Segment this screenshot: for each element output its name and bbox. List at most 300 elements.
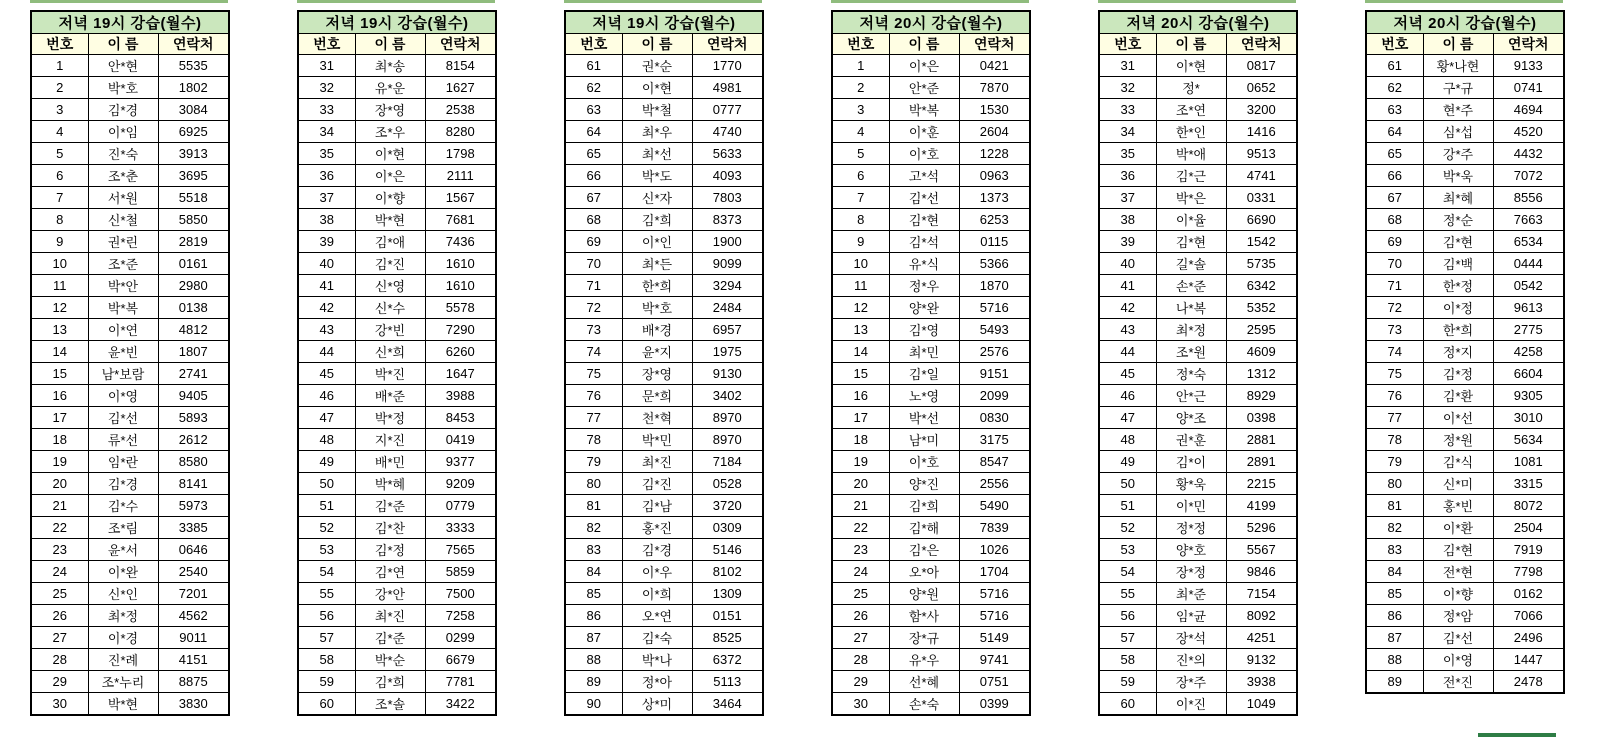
table-row	[1366, 231, 1564, 253]
table-row	[298, 473, 496, 495]
cell-name: 진*숙	[88, 143, 158, 165]
cell-name: 김*현	[889, 209, 959, 231]
cell-contact: 6253	[959, 209, 1030, 231]
cell-name: 손*준	[1156, 275, 1226, 297]
cell-contact: 0444	[1493, 253, 1564, 275]
cell-name: 박*욱	[1423, 165, 1493, 187]
cell-number: 89	[1366, 671, 1423, 693]
cell-number: 38	[1099, 209, 1156, 231]
cell-number: 61	[1366, 55, 1423, 77]
table-row	[565, 341, 763, 363]
cell-contact: 5973	[158, 495, 229, 517]
cell-number: 68	[1366, 209, 1423, 231]
cell-contact: 1900	[692, 231, 763, 253]
cell-name: 김*선	[889, 187, 959, 209]
cell-contact: 5716	[959, 583, 1030, 605]
top-strip	[831, 0, 1029, 3]
cell-number: 88	[1366, 649, 1423, 671]
table-row	[1099, 209, 1297, 231]
cell-number: 46	[1099, 385, 1156, 407]
column-header-contact: 연락처	[425, 34, 496, 55]
table-row	[298, 297, 496, 319]
table-row	[1366, 407, 1564, 429]
cell-contact: 5859	[425, 561, 496, 583]
cell-name: 신*수	[355, 297, 425, 319]
cell-number: 86	[565, 605, 622, 627]
table-row	[1099, 583, 1297, 605]
cell-name: 최*준	[1156, 583, 1226, 605]
top-strip	[1365, 0, 1563, 3]
cell-contact: 7154	[1226, 583, 1297, 605]
table-row	[1366, 55, 1564, 77]
cell-contact: 4093	[692, 165, 763, 187]
cell-name: 배*경	[622, 319, 692, 341]
column-header-name: 이 름	[88, 34, 158, 55]
cell-number: 38	[298, 209, 355, 231]
cell-contact: 7781	[425, 671, 496, 693]
table-row	[31, 627, 229, 649]
cell-number: 37	[1099, 187, 1156, 209]
cell-contact: 2595	[1226, 319, 1297, 341]
table-row	[1366, 429, 1564, 451]
cell-name: 최*정	[1156, 319, 1226, 341]
cell-name: 장*영	[622, 363, 692, 385]
cell-contact: 7803	[692, 187, 763, 209]
cell-number: 24	[31, 561, 88, 583]
table-title: 저녁 19시 강습(월수)	[298, 11, 496, 34]
cell-name: 조*준	[88, 253, 158, 275]
table-row	[1099, 649, 1297, 671]
cell-name: 김*현	[1156, 231, 1226, 253]
cell-contact: 4981	[692, 77, 763, 99]
table-row	[565, 407, 763, 429]
cell-number: 40	[1099, 253, 1156, 275]
cell-contact: 3464	[692, 693, 763, 715]
cell-name: 김*정	[1423, 363, 1493, 385]
cell-name: 신*인	[88, 583, 158, 605]
tables-container	[30, 0, 1563, 716]
cell-name: 조*림	[88, 517, 158, 539]
cell-name: 이*연	[88, 319, 158, 341]
cell-contact: 6372	[692, 649, 763, 671]
cell-contact: 0646	[158, 539, 229, 561]
cell-contact: 8929	[1226, 385, 1297, 407]
cell-number: 70	[1366, 253, 1423, 275]
cell-name: 김*연	[355, 561, 425, 583]
cell-contact: 6690	[1226, 209, 1297, 231]
table-row	[31, 275, 229, 297]
cell-name: 조*춘	[88, 165, 158, 187]
cell-contact: 0528	[692, 473, 763, 495]
cell-contact: 2540	[158, 561, 229, 583]
cell-name: 황*욱	[1156, 473, 1226, 495]
cell-number: 10	[31, 253, 88, 275]
cell-name: 최*민	[889, 341, 959, 363]
cell-number: 11	[832, 275, 889, 297]
cell-name: 진*의	[1156, 649, 1226, 671]
cell-number: 23	[832, 539, 889, 561]
cell-contact: 2215	[1226, 473, 1297, 495]
cell-number: 20	[832, 473, 889, 495]
table-row	[1366, 341, 1564, 363]
cell-contact: 0963	[959, 165, 1030, 187]
cell-contact: 1770	[692, 55, 763, 77]
cell-contact: 0419	[425, 429, 496, 451]
cell-name: 장*규	[889, 627, 959, 649]
cell-name: 박*복	[88, 297, 158, 319]
cell-number: 44	[298, 341, 355, 363]
cell-number: 58	[1099, 649, 1156, 671]
table-row	[31, 209, 229, 231]
cell-name: 상*미	[622, 693, 692, 715]
cell-number: 53	[298, 539, 355, 561]
cell-contact: 2496	[1493, 627, 1564, 649]
cell-number: 45	[1099, 363, 1156, 385]
column-header-contact: 연락처	[158, 34, 229, 55]
table-row	[298, 693, 496, 715]
cell-name: 이*호	[889, 451, 959, 473]
cell-name: 최*정	[88, 605, 158, 627]
table-row	[1366, 143, 1564, 165]
cell-number: 24	[832, 561, 889, 583]
table-row	[298, 385, 496, 407]
cell-number: 27	[832, 627, 889, 649]
cell-name: 고*석	[889, 165, 959, 187]
cell-name: 장*영	[355, 99, 425, 121]
cell-contact: 9209	[425, 473, 496, 495]
cell-contact: 6342	[1226, 275, 1297, 297]
cell-name: 박*나	[622, 649, 692, 671]
cell-contact: 1627	[425, 77, 496, 99]
cell-name: 김*현	[1423, 539, 1493, 561]
cell-name: 박*복	[889, 99, 959, 121]
cell-name: 조*솔	[355, 693, 425, 715]
cell-contact: 4609	[1226, 341, 1297, 363]
cell-number: 72	[1366, 297, 1423, 319]
table-row	[565, 165, 763, 187]
table-row	[565, 209, 763, 231]
cell-contact: 9846	[1226, 561, 1297, 583]
cell-contact: 2576	[959, 341, 1030, 363]
table-row	[1099, 605, 1297, 627]
cell-number: 4	[832, 121, 889, 143]
table-row	[31, 121, 229, 143]
cell-name: 권*순	[622, 55, 692, 77]
cell-name: 서*원	[88, 187, 158, 209]
cell-name: 나*복	[1156, 297, 1226, 319]
cell-number: 60	[1099, 693, 1156, 715]
table-title: 저녁 20시 강습(월수)	[1366, 11, 1564, 34]
cell-number: 49	[1099, 451, 1156, 473]
table-column-2	[297, 0, 495, 716]
cell-name: 양*호	[1156, 539, 1226, 561]
cell-number: 82	[565, 517, 622, 539]
cell-number: 51	[298, 495, 355, 517]
table-row	[31, 539, 229, 561]
cell-number: 73	[565, 319, 622, 341]
cell-name: 조*누리	[88, 671, 158, 693]
cell-name: 윤*빈	[88, 341, 158, 363]
cell-number: 70	[565, 253, 622, 275]
cell-number: 12	[31, 297, 88, 319]
table-row	[298, 583, 496, 605]
cell-contact: 5578	[425, 297, 496, 319]
cell-name: 강*주	[1423, 143, 1493, 165]
cell-name: 이*경	[88, 627, 158, 649]
cell-contact: 0331	[1226, 187, 1297, 209]
table-title: 저녁 20시 강습(월수)	[1099, 11, 1297, 34]
table-row	[1366, 319, 1564, 341]
cell-contact: 3422	[425, 693, 496, 715]
cell-number: 47	[298, 407, 355, 429]
cell-name: 김*애	[355, 231, 425, 253]
cell-contact: 3315	[1493, 473, 1564, 495]
cell-contact: 4251	[1226, 627, 1297, 649]
cell-name: 박*민	[622, 429, 692, 451]
cell-contact: 8280	[425, 121, 496, 143]
table-row	[1366, 297, 1564, 319]
table-row	[565, 143, 763, 165]
table-row	[1099, 451, 1297, 473]
cell-number: 67	[1366, 187, 1423, 209]
table-row	[565, 627, 763, 649]
table-row	[1099, 99, 1297, 121]
cell-number: 3	[832, 99, 889, 121]
table-row	[832, 649, 1030, 671]
cell-number: 19	[31, 451, 88, 473]
table-row	[1099, 143, 1297, 165]
table-row	[1366, 253, 1564, 275]
cell-name: 이*현	[622, 77, 692, 99]
cell-name: 장*정	[1156, 561, 1226, 583]
cell-number: 85	[565, 583, 622, 605]
cell-number: 84	[565, 561, 622, 583]
table-row	[832, 165, 1030, 187]
cell-contact: 1567	[425, 187, 496, 209]
cell-contact: 8102	[692, 561, 763, 583]
table-row	[565, 297, 763, 319]
cell-name: 최*송	[355, 55, 425, 77]
cell-name: 김*이	[1156, 451, 1226, 473]
cell-number: 35	[1099, 143, 1156, 165]
cell-contact: 6604	[1493, 363, 1564, 385]
cell-number: 18	[832, 429, 889, 451]
table-row	[832, 451, 1030, 473]
cell-contact: 8547	[959, 451, 1030, 473]
cell-name: 구*규	[1423, 77, 1493, 99]
cell-contact: 8092	[1226, 605, 1297, 627]
table-row	[832, 495, 1030, 517]
cell-contact: 0751	[959, 671, 1030, 693]
cell-number: 62	[565, 77, 622, 99]
cell-number: 2	[31, 77, 88, 99]
cell-number: 8	[31, 209, 88, 231]
cell-name: 박*정	[355, 407, 425, 429]
cell-name: 조*우	[355, 121, 425, 143]
cell-number: 34	[298, 121, 355, 143]
column-header-name: 이 름	[1156, 34, 1226, 55]
cell-name: 박*진	[355, 363, 425, 385]
cell-name: 안*현	[88, 55, 158, 77]
table-row	[1099, 473, 1297, 495]
table-row	[1099, 363, 1297, 385]
table-row	[1099, 77, 1297, 99]
table-row	[298, 209, 496, 231]
cell-contact: 1807	[158, 341, 229, 363]
table-row	[31, 77, 229, 99]
cell-contact: 3175	[959, 429, 1030, 451]
table-row	[1366, 473, 1564, 495]
cell-contact: 9613	[1493, 297, 1564, 319]
cell-contact: 3695	[158, 165, 229, 187]
cell-number: 73	[1366, 319, 1423, 341]
cell-name: 양*원	[889, 583, 959, 605]
table-row	[832, 407, 1030, 429]
table-row	[832, 143, 1030, 165]
table-row	[31, 473, 229, 495]
cell-name: 홍*진	[622, 517, 692, 539]
cell-number: 1	[832, 55, 889, 77]
cell-number: 76	[1366, 385, 1423, 407]
table-row	[298, 319, 496, 341]
cell-number: 8	[832, 209, 889, 231]
cell-number: 88	[565, 649, 622, 671]
cell-name: 한*인	[1156, 121, 1226, 143]
cell-number: 53	[1099, 539, 1156, 561]
cell-number: 29	[832, 671, 889, 693]
class-roster-table-3	[564, 10, 764, 716]
cell-name: 최*선	[622, 143, 692, 165]
cell-number: 86	[1366, 605, 1423, 627]
cell-number: 39	[298, 231, 355, 253]
cell-contact: 1309	[692, 583, 763, 605]
cell-name: 진*례	[88, 649, 158, 671]
table-row	[1099, 253, 1297, 275]
cell-name: 정*지	[1423, 341, 1493, 363]
table-row	[832, 539, 1030, 561]
cell-contact: 0309	[692, 517, 763, 539]
cell-number: 57	[1099, 627, 1156, 649]
cell-contact: 2612	[158, 429, 229, 451]
cell-number: 62	[1366, 77, 1423, 99]
table-row	[31, 605, 229, 627]
cell-number: 81	[1366, 495, 1423, 517]
cell-number: 36	[298, 165, 355, 187]
cell-contact: 0299	[425, 627, 496, 649]
cell-number: 27	[31, 627, 88, 649]
cell-number: 43	[298, 319, 355, 341]
cell-contact: 4741	[1226, 165, 1297, 187]
cell-number: 54	[1099, 561, 1156, 583]
cell-name: 김*희	[355, 671, 425, 693]
cell-contact: 2604	[959, 121, 1030, 143]
cell-contact: 4694	[1493, 99, 1564, 121]
column-header-number: 번호	[1366, 34, 1423, 55]
table-row	[832, 297, 1030, 319]
cell-number: 22	[31, 517, 88, 539]
table-row	[832, 671, 1030, 693]
cell-number: 77	[1366, 407, 1423, 429]
cell-name: 이*민	[1156, 495, 1226, 517]
cell-name: 박*은	[1156, 187, 1226, 209]
table-row	[565, 77, 763, 99]
cell-number: 59	[298, 671, 355, 693]
table-row	[298, 165, 496, 187]
cell-contact: 8556	[1493, 187, 1564, 209]
class-roster-table-1	[30, 10, 230, 716]
cell-contact: 2819	[158, 231, 229, 253]
cell-number: 6	[832, 165, 889, 187]
cell-name: 한*정	[1423, 275, 1493, 297]
cell-contact: 1647	[425, 363, 496, 385]
table-row	[1099, 55, 1297, 77]
cell-contact: 8875	[158, 671, 229, 693]
cell-number: 83	[1366, 539, 1423, 561]
cell-name: 조*연	[1156, 99, 1226, 121]
table-row	[565, 649, 763, 671]
cell-number: 66	[1366, 165, 1423, 187]
cell-name: 손*숙	[889, 693, 959, 715]
cell-contact: 3938	[1226, 671, 1297, 693]
class-roster-table-4	[831, 10, 1031, 716]
cell-number: 2	[832, 77, 889, 99]
cell-contact: 1416	[1226, 121, 1297, 143]
table-row	[565, 385, 763, 407]
table-row	[298, 77, 496, 99]
cell-contact: 1530	[959, 99, 1030, 121]
column-header-contact: 연락처	[1226, 34, 1297, 55]
cell-number: 9	[832, 231, 889, 253]
table-row	[1099, 319, 1297, 341]
cell-name: 이*우	[622, 561, 692, 583]
cell-name: 박*선	[889, 407, 959, 429]
cell-number: 76	[565, 385, 622, 407]
table-row	[31, 429, 229, 451]
table-row	[1366, 165, 1564, 187]
cell-number: 80	[1366, 473, 1423, 495]
table-row	[1366, 209, 1564, 231]
table-row	[1366, 451, 1564, 473]
cell-contact: 9405	[158, 385, 229, 407]
cell-contact: 8525	[692, 627, 763, 649]
cell-contact: 3402	[692, 385, 763, 407]
cell-number: 31	[298, 55, 355, 77]
table-row	[565, 451, 763, 473]
table-row	[298, 407, 496, 429]
cell-contact: 2478	[1493, 671, 1564, 693]
table-row	[1366, 561, 1564, 583]
column-header-name: 이 름	[622, 34, 692, 55]
cell-name: 정*순	[1423, 209, 1493, 231]
cell-contact: 3333	[425, 517, 496, 539]
cell-contact: 7919	[1493, 539, 1564, 561]
cell-contact: 0115	[959, 231, 1030, 253]
cell-number: 1	[31, 55, 88, 77]
table-row	[298, 495, 496, 517]
cell-name: 신*희	[355, 341, 425, 363]
cell-name: 김*환	[1423, 385, 1493, 407]
cell-name: 유*우	[889, 649, 959, 671]
table-row	[832, 77, 1030, 99]
table-row	[1366, 187, 1564, 209]
cell-contact: 1542	[1226, 231, 1297, 253]
cell-name: 박*철	[622, 99, 692, 121]
cell-name: 오*아	[889, 561, 959, 583]
table-row	[565, 583, 763, 605]
cell-contact: 0399	[959, 693, 1030, 715]
cell-name: 이*영	[88, 385, 158, 407]
cell-name: 이*정	[1423, 297, 1493, 319]
